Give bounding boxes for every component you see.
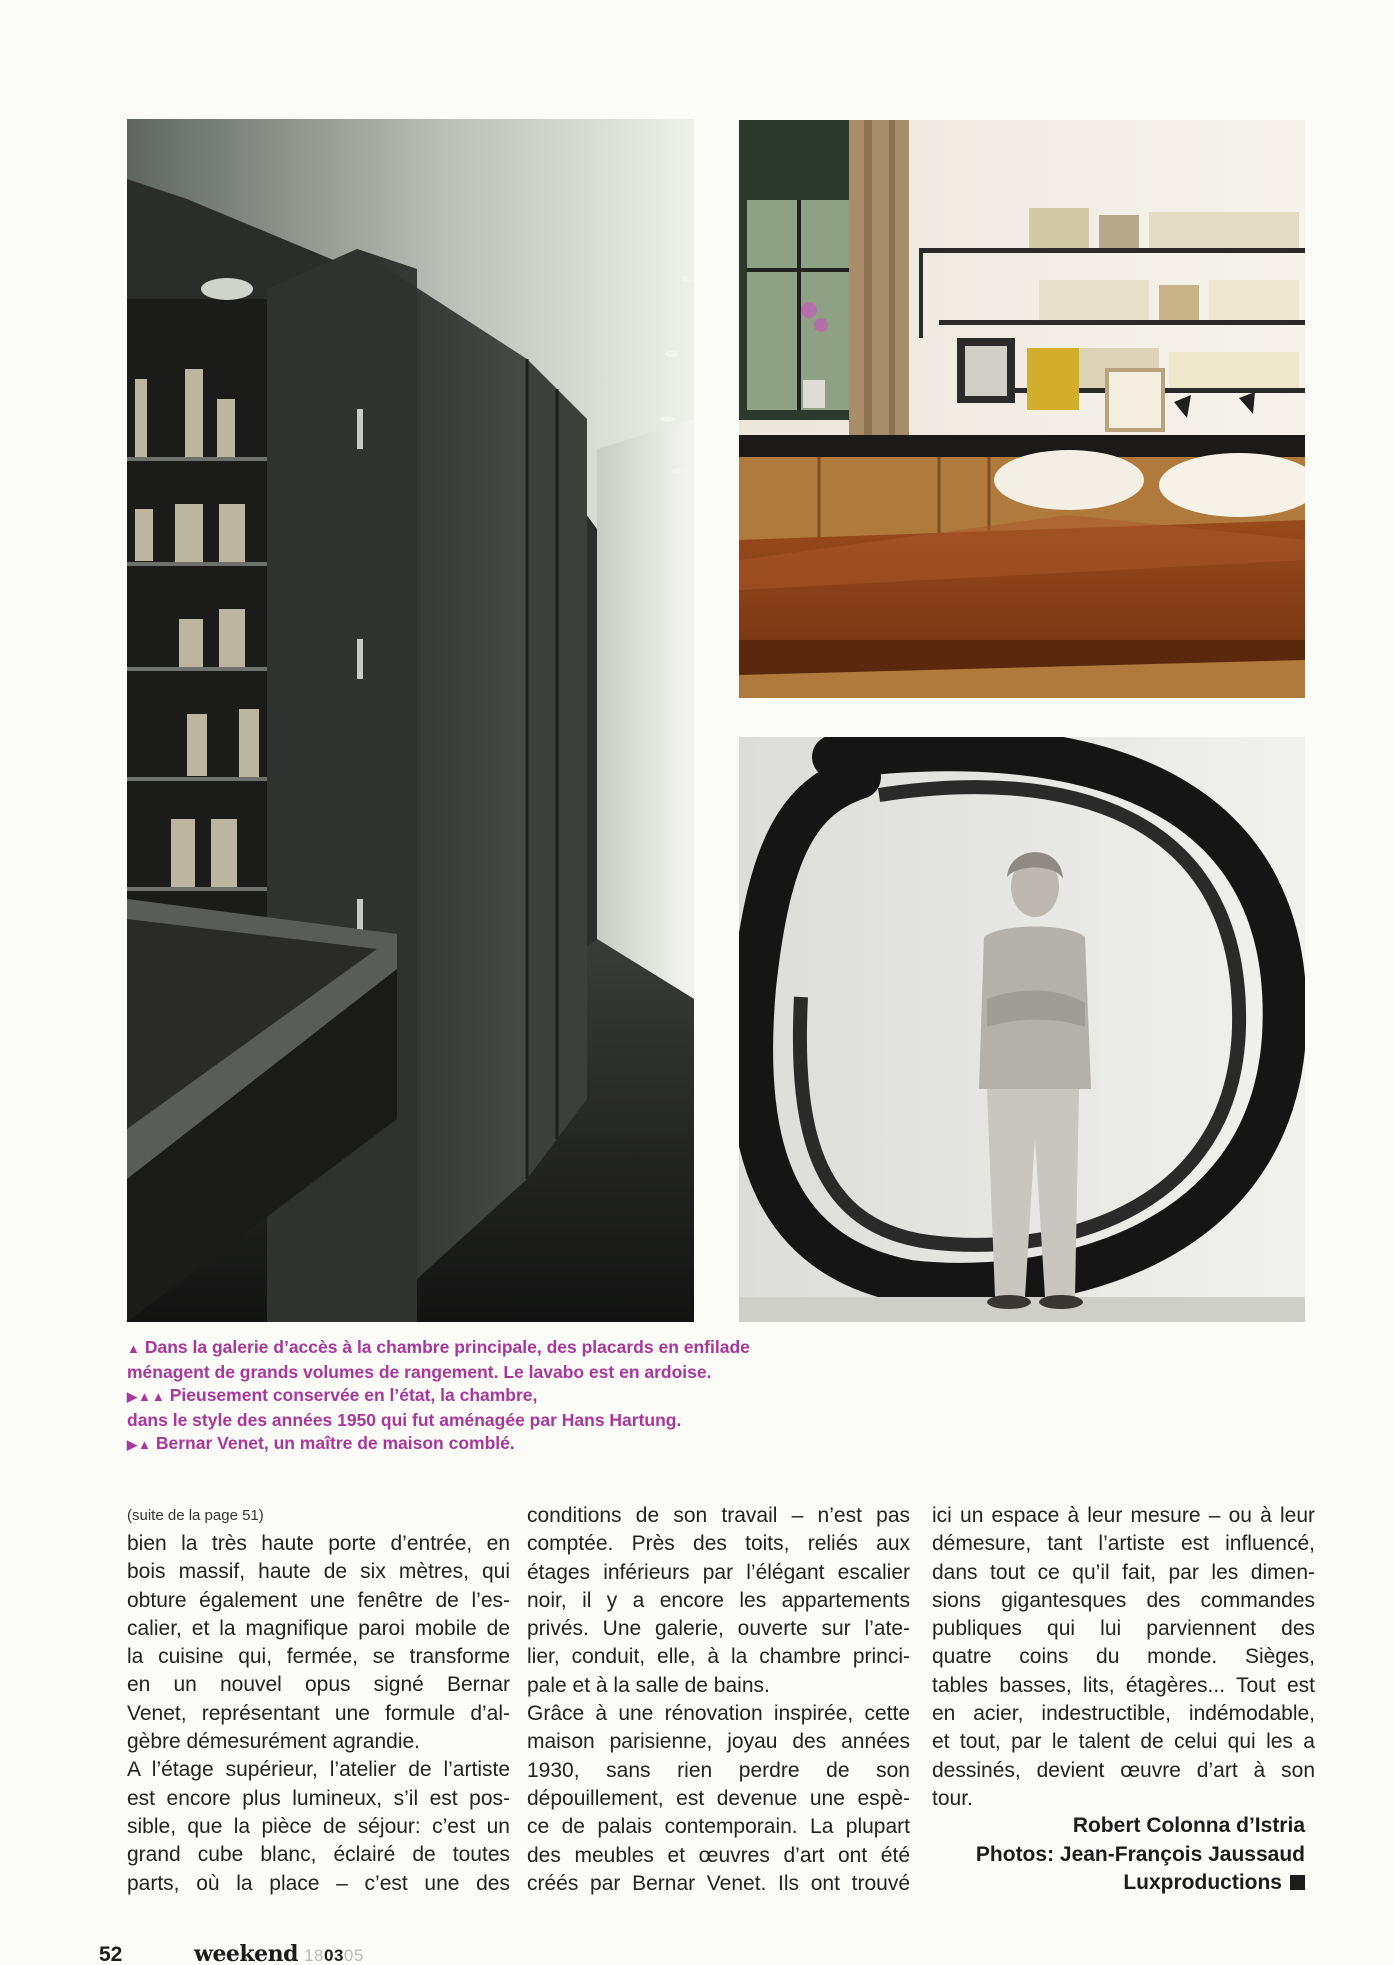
- bedroom-photo: [739, 120, 1305, 698]
- text-line: la cuisine qui, fermée, se transforme: [127, 1645, 510, 1669]
- article-column-1: [127, 1502, 510, 1898]
- text-line: étages inférieurs par l’élégant escalier: [527, 1560, 910, 1584]
- text-line: dessinés, devient œuvre d’art à son: [932, 1758, 1315, 1782]
- text-line: ce de palais contemporain. La plupart: [527, 1815, 910, 1839]
- text-line: des meubles et œuvres d’art ont été: [527, 1843, 910, 1867]
- text-line: pale et à la salle de bains.: [527, 1673, 770, 1697]
- text-line: dépouillement, est devenue une espè-: [527, 1786, 910, 1810]
- caption-line: ▶▲ Bernar Venet, un maître de maison comblé.: [127, 1433, 515, 1453]
- text-line: maison parisienne, joyau des années: [527, 1730, 910, 1754]
- text-line: bois massif, haute de six mètres, qui: [127, 1560, 510, 1584]
- caption-line: ▶▲▲ Pieusement conservée en l’état, la chambre,: [127, 1385, 538, 1405]
- text-line: démesure, tant l’artiste est influencé,: [932, 1532, 1315, 1556]
- text-line: ici un espace à leur mesure – ou à leur: [932, 1504, 1315, 1527]
- text-line: quatre coins du monde. Sièges,: [932, 1645, 1315, 1669]
- text-line: 1930, sans rien perdre de son: [527, 1758, 910, 1782]
- page-footer: [99, 1941, 364, 1965]
- article-credits: [976, 1812, 1305, 1898]
- text-line: en acier, indestructible, indémodable,: [932, 1702, 1315, 1726]
- text-line: A l’étage supérieur, l’atelier de l’artiste: [127, 1758, 510, 1782]
- text-line: lier, conduit, elle, à la chambre princi-: [527, 1645, 910, 1669]
- text-line: privés. Une galerie, ouverte sur l’ate-: [527, 1617, 910, 1641]
- gallery-photo-image: [127, 119, 694, 1322]
- magazine-name: weekend: [194, 1941, 299, 1965]
- text-line: bien la très haute porte d’entrée, en: [127, 1532, 510, 1555]
- text-line: tables basses, lits, étagères... Tout est: [932, 1673, 1315, 1697]
- caption-line: dans le style des années 1950 qui fut aménagée par Hans Hartung.: [127, 1409, 682, 1430]
- caption-line: ▲ Dans la galerie d’accès à la chambre principale, des placards en enfilade: [127, 1337, 750, 1357]
- text-line: en un nouvel opus signé Bernar: [127, 1673, 510, 1697]
- arrow-triangle-icon: ▶▲▲: [127, 1389, 166, 1404]
- photo-credit: Photos: Jean-François Jaussaud: [975, 1842, 1305, 1866]
- photo-caption: [127, 1336, 847, 1457]
- caption-line: ménagent de grands volumes de rangement. Le lavabo est en ardoise.: [127, 1361, 712, 1382]
- text-line: obture également une fenêtre de l’es-: [127, 1588, 510, 1612]
- text-line: sions gigantesques des commandes: [932, 1588, 1315, 1612]
- text-line: publiques qui lui parviennent des: [932, 1617, 1315, 1641]
- text-line: parts, où la place – c’est une des: [127, 1871, 510, 1895]
- text-line: grand cube blanc, éclairé de toutes: [127, 1843, 510, 1867]
- gallery-photo: [127, 119, 694, 1322]
- text-line: et tout, par le talent de celui qui les a: [932, 1730, 1315, 1754]
- portrait-photo: [739, 737, 1305, 1322]
- text-line: calier, et la magnifique paroi mobile de: [127, 1616, 510, 1640]
- photo-agency: Luxproductions: [976, 1869, 1305, 1898]
- text-line: Grâce à une rénovation inspirée, cette: [527, 1702, 910, 1726]
- article-column-2: [527, 1502, 910, 1898]
- text-line: tour.: [932, 1786, 973, 1810]
- text-line: sible, que la pièce de séjour: c’est un: [127, 1814, 510, 1838]
- arrow-triangle-icon: ▶▲: [127, 1437, 152, 1452]
- triangle-up-icon: ▲: [127, 1341, 141, 1356]
- text-line: créés par Bernar Venet. Ils ont trouvé: [527, 1871, 910, 1895]
- text-line: Venet, représentant une formule d’al-: [127, 1701, 510, 1725]
- issue-date: 180305: [304, 1946, 364, 1965]
- page-number: 52: [99, 1943, 123, 1965]
- portrait-photo-image: [739, 737, 1305, 1322]
- article-column-3: [932, 1502, 1315, 1813]
- text-line: conditions de son travail – n’est pas: [527, 1504, 910, 1527]
- continued-from-note: (suite de la page 51): [127, 1507, 264, 1524]
- text-line: dans tout ce qu’il fait, par les dimen-: [932, 1560, 1315, 1584]
- end-square-icon: [1290, 1875, 1305, 1890]
- text-line: comptée. Près des toits, reliés aux: [527, 1532, 910, 1556]
- bedroom-photo-image: [739, 120, 1305, 698]
- text-line: noir, il y a encore les appartements: [527, 1588, 910, 1612]
- text-line: gèbre démesurément agrandie.: [127, 1730, 421, 1754]
- text-line: est encore plus lumineux, s’il est pos-: [127, 1786, 510, 1810]
- author-name: Robert Colonna d’Istria: [1072, 1814, 1305, 1837]
